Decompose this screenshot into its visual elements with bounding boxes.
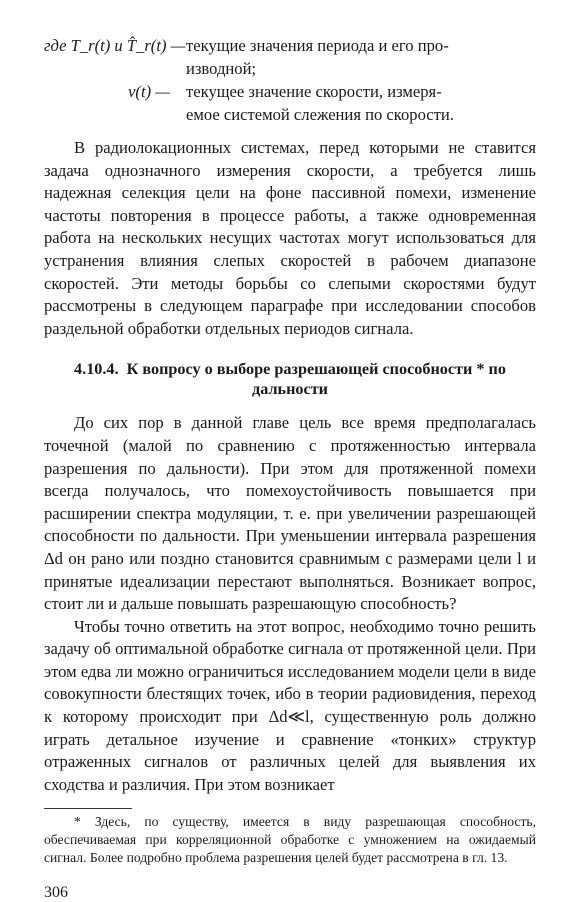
definition-line: емое системой слежения по скорости. xyxy=(186,105,454,124)
section-heading xyxy=(44,359,536,399)
definition-line: изводной; xyxy=(186,59,257,78)
footnote-divider xyxy=(44,808,132,809)
paragraph-optimal-processing: Чтобы точно ответить на этот вопрос, необходимо точно решить задачу об оптимальной обработке сигнала от протяженной цели. При этом едва ли можно ограничиться исследованием модели цели в виде совокупности блестящих точек, ибо в теории радиовидения, переход к которому происходит при Δd≪l, существенную роль должно играть детальное изучение и сравнение «тонких» структур отраженных сигналов от различных целей для выявления их сходства и различия. При этом возникает xyxy=(44,616,536,794)
section-title: К вопросу о выборе разрешающей способности * по дальности xyxy=(126,360,506,399)
footnote-text: * Здесь, по существу, имеется в виду разрешающая способность, обеспечиваемая при корреляционной обработке с умножением на ожидаемый сигнал. Более подробно проблема разрешения целей будет рассмотрена в гл. 13. xyxy=(44,814,536,865)
definition-line: текущие значения периода и его про- xyxy=(186,36,449,55)
definition-period xyxy=(44,34,536,80)
definition-term: где T_r(t) и T̂_r(t) — xyxy=(44,36,186,55)
paragraph-point-target: До сих пор в данной главе цель все время предполагалась точечной (малой по сравнению с протяженностью интервала разрешения по дальности). При этом для протяженной помехи всегда получалось, что помехоустойчивость повышается при расширении спектра модуляции, т. е. при увеличении разрешающей способности по дальности. При уменьшении интервала разрешения Δd он рано или поздно становится сравнимым с размерами цели l и принятые идеализации перестают выполняться. Возникает вопрос, стоит ли и дальше повышать разрешающую способность? xyxy=(44,413,536,614)
definition-line: текущее значение скорости, измеря- xyxy=(186,82,442,101)
book-page xyxy=(44,34,536,902)
definition-term: v(t) — xyxy=(128,82,170,101)
definitions-block xyxy=(44,34,536,126)
section-number: 4.10.4. xyxy=(74,360,119,379)
definition-text xyxy=(176,34,536,80)
page-number: 306 xyxy=(44,884,68,902)
paragraph-blind-speeds: В радиолокационных системах, перед которыми не ставится задача однозначного измерения скорости, а требуется лишь надежная селекция цели на фоне пассивной помехи, изменение частоты повторения в процессе работы, а также одновременная работа на нескольких несущих частотах могут использоваться для устранения влияния слепых скоростей в рабочем диапазоне скоростей. Эти методы борьбы со слепыми скоростями будут рассмотрены в следующем параграфе при исследовании способов раздельной обработки отдельных периодов сигнала. xyxy=(44,138,536,338)
definition-text xyxy=(176,80,536,126)
definition-velocity xyxy=(44,80,536,126)
